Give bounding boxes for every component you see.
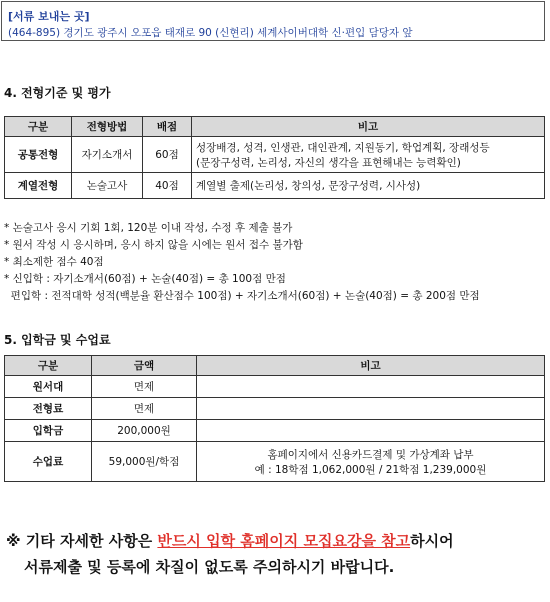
row-amount: 면제 — [92, 398, 197, 420]
table-row — [5, 173, 545, 199]
row-note — [197, 376, 545, 398]
section4-title: 4. 전형기준 및 평가 — [4, 86, 111, 100]
row-method: 자기소개서 — [72, 137, 143, 173]
row-type: 계열전형 — [5, 173, 72, 199]
row-type: 전형료 — [5, 398, 92, 420]
notice-highlight: 반드시 입학 홈페이지 모집요강을 참고 — [157, 532, 411, 550]
row-note — [197, 398, 545, 420]
table-row — [5, 398, 545, 420]
row-method: 논술고사 — [72, 173, 143, 199]
note-item: * 최소제한 점수 40점 — [4, 256, 104, 268]
table-header: 전형방법 — [72, 117, 143, 137]
notice-suffix: 하시어 — [410, 532, 454, 550]
row-note-line: 성장배경, 성격, 인생관, 대인관계, 지원동기, 학업계획, 장래성등 — [196, 141, 490, 154]
row-note — [197, 442, 545, 482]
row-type: 수업료 — [5, 442, 92, 482]
row-type: 원서대 — [5, 376, 92, 398]
table-header: 구분 — [5, 117, 72, 137]
row-score: 60점 — [143, 137, 192, 173]
address-title: [서류 보내는 곳] — [8, 10, 90, 23]
row-amount: 200,000원 — [92, 420, 197, 442]
table-header: 구분 — [5, 356, 92, 376]
row-note-line: 홈페이지에서 신용카드결제 및 가상계좌 납부 — [267, 448, 474, 461]
row-amount: 면제 — [92, 376, 197, 398]
row-type: 입학금 — [5, 420, 92, 442]
note-item: * 원서 작성 시 응시하며, 응시 하지 않을 시에는 원서 접수 불가함 — [4, 239, 303, 251]
bottom-notice — [6, 528, 454, 580]
table-header: 배점 — [143, 117, 192, 137]
notice-prefix: ※ 기타 자세한 사항은 — [6, 532, 158, 550]
table-header: 비고 — [197, 356, 545, 376]
table-header: 비고 — [192, 117, 545, 137]
notes-list — [4, 220, 480, 305]
row-note-line: (문장구성력, 논리성, 자신의 생각을 표현해내는 능력확인) — [196, 156, 461, 169]
table-row — [5, 442, 545, 482]
note-item: * 신입학 : 자기소개서(60점) + 논술(40점) = 총 100점 만점 — [4, 273, 286, 285]
table-row — [5, 376, 545, 398]
section5-title: 5. 입학금 및 수업료 — [4, 333, 111, 347]
table-header-row — [5, 356, 545, 376]
row-note — [192, 137, 545, 173]
address-box — [1, 1, 545, 41]
evaluation-table — [4, 116, 545, 199]
note-item: 편입학 : 전적대학 성적(백분율 환산점수 100점) + 자기소개서(60점) + 논술(40점) = 총 200점 만점 — [4, 290, 480, 302]
row-score: 40점 — [143, 173, 192, 199]
address-line: (464-895) 경기도 광주시 오포읍 태재로 90 (신현리) 세계사이버대학 신·편입 담당자 앞 — [8, 27, 413, 39]
fee-table — [4, 355, 545, 482]
notice-line-1 — [6, 528, 454, 554]
notice-line-2: 서류제출 및 등록에 차질이 없도록 주의하시기 바랍니다. — [24, 558, 395, 576]
row-note: 계열별 출제(논리성, 창의성, 문장구성력, 시사성) — [192, 173, 545, 199]
table-row — [5, 420, 545, 442]
table-header: 금액 — [92, 356, 197, 376]
row-type: 공통전형 — [5, 137, 72, 173]
table-row — [5, 137, 545, 173]
row-amount: 59,000원/학점 — [92, 442, 197, 482]
note-item: * 논술고사 응시 기회 1회, 120분 이내 작성, 수정 후 제출 불가 — [4, 222, 293, 234]
row-note — [197, 420, 545, 442]
table-header-row — [5, 117, 545, 137]
row-note-line: 예 : 18학점 1,062,000원 / 21학점 1,239,000원 — [254, 463, 487, 476]
